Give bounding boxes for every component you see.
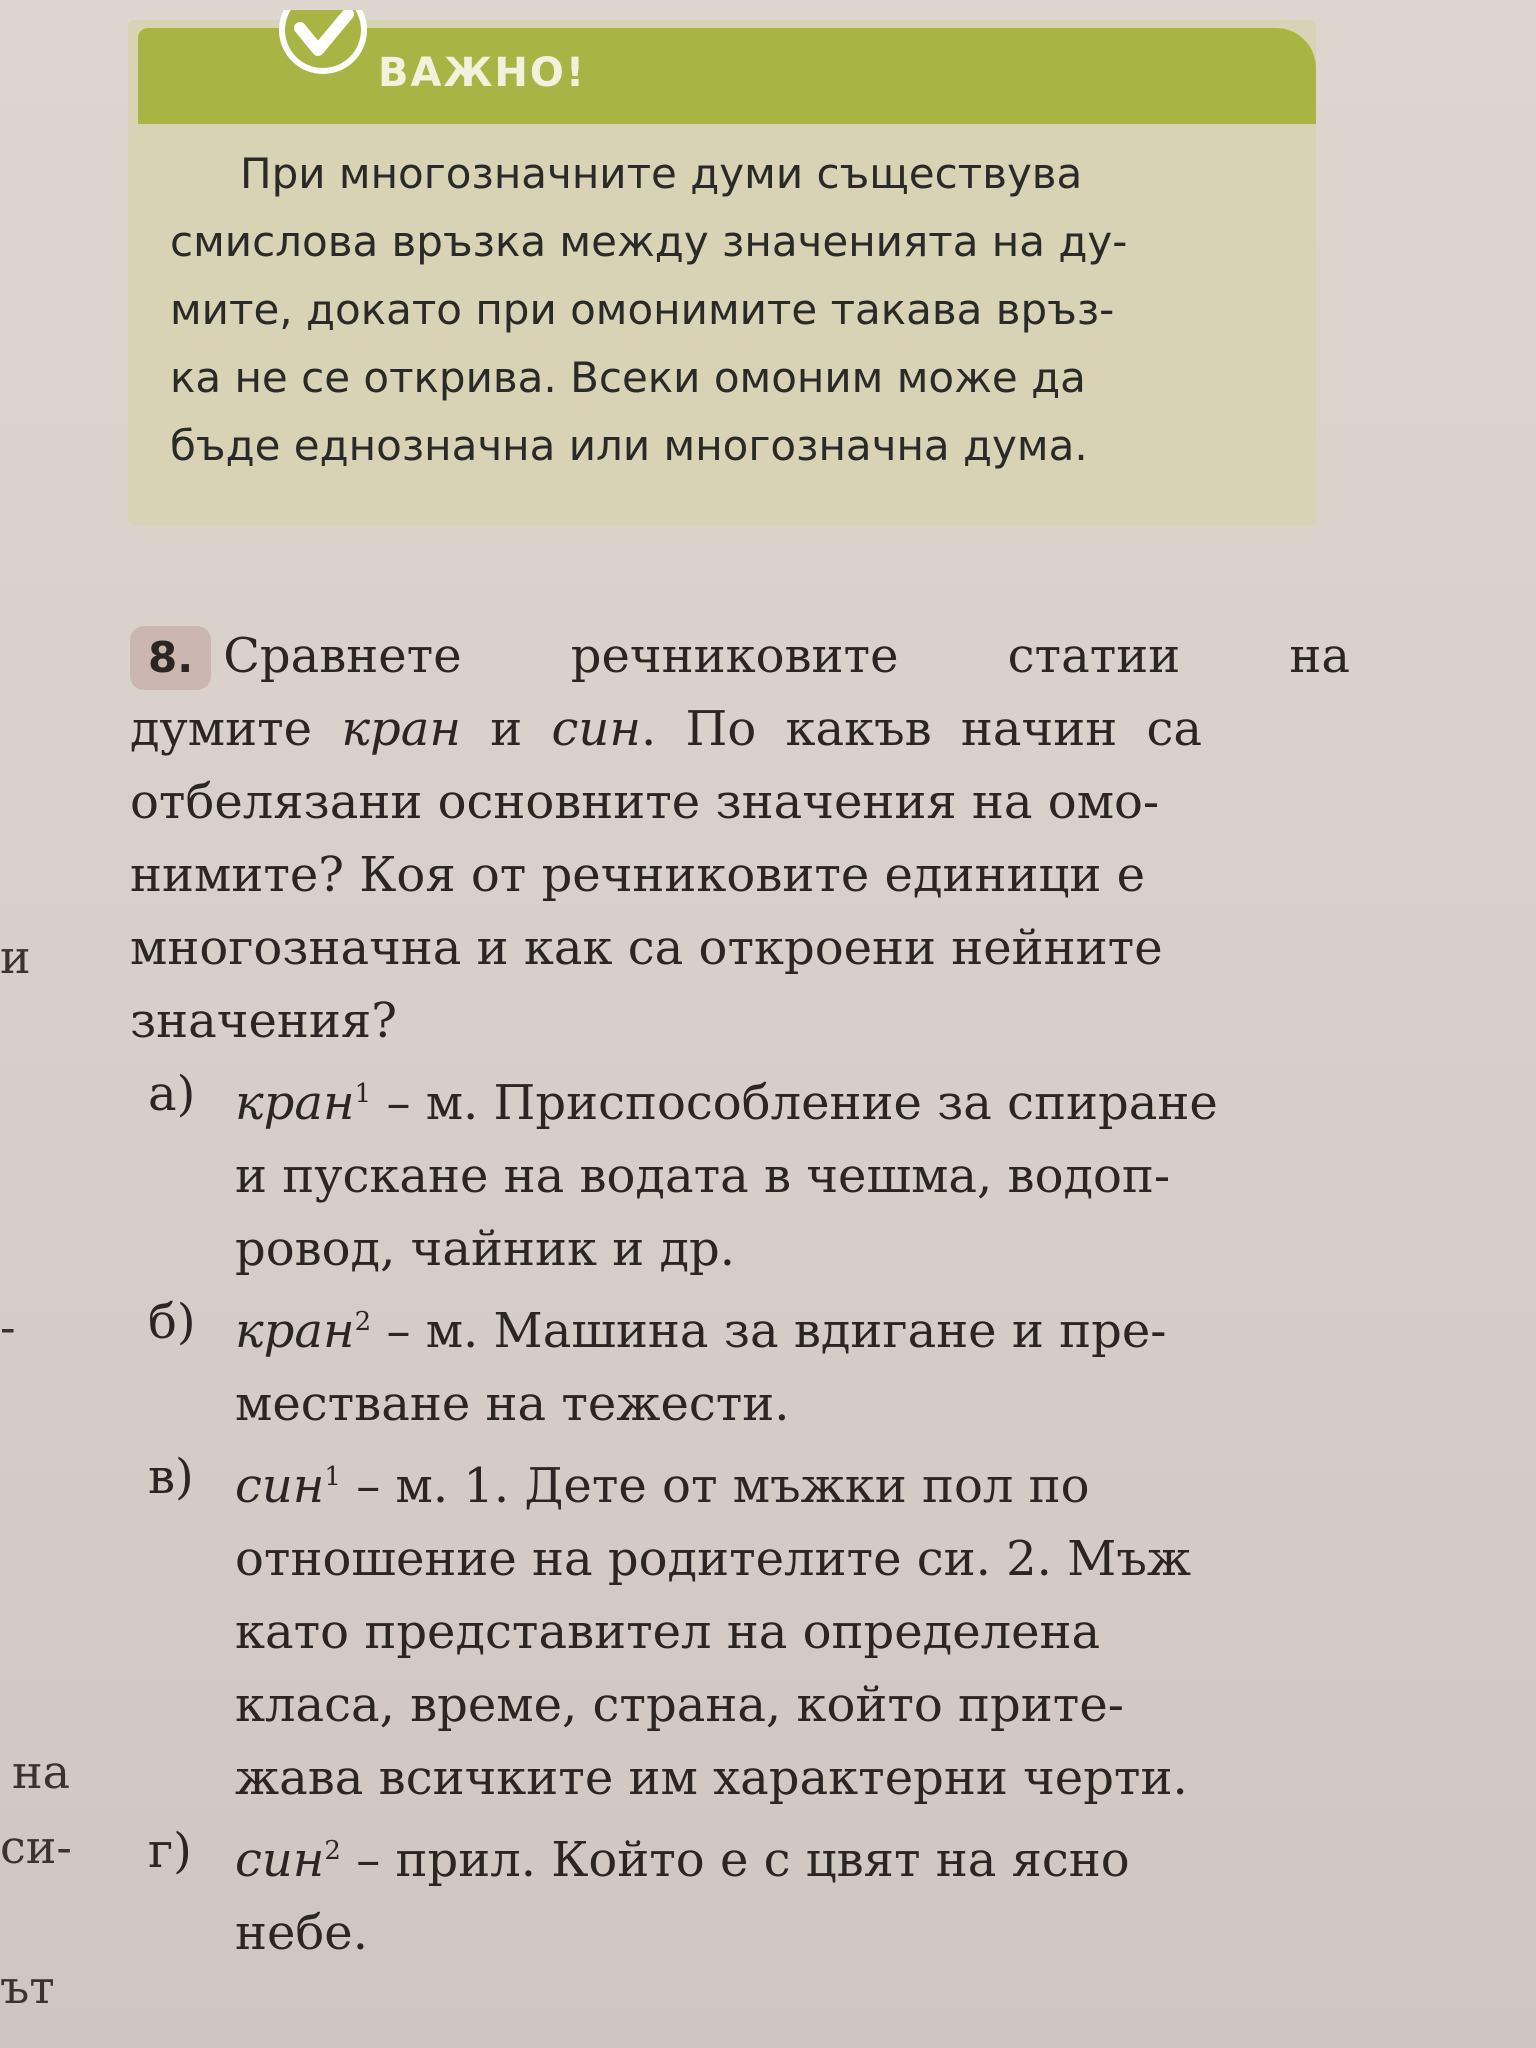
- margin-fragment: си-: [0, 1820, 72, 1874]
- item-marker: в): [148, 1449, 194, 1505]
- item-line: ровод, чайник и др.: [235, 1221, 735, 1277]
- entry-word: син: [235, 1458, 325, 1514]
- list-item: [130, 1286, 1350, 1441]
- exercise-number: 8.: [130, 626, 211, 690]
- margin-fragment: на: [12, 1745, 71, 1799]
- entry-sup: 1: [324, 1462, 341, 1492]
- entry-word: кран: [235, 1075, 355, 1131]
- important-box: [128, 20, 1316, 525]
- list-item: [130, 1058, 1350, 1286]
- important-line: смислова връзка между значенията на ду-: [170, 217, 1128, 266]
- item-marker: б): [148, 1294, 196, 1350]
- exercise-8: [130, 620, 1350, 1970]
- important-line: При многозначните думи съществува: [240, 149, 1083, 198]
- dictionary-entries: [130, 1058, 1350, 1970]
- exercise-line: отбелязани основните значения на омо-: [130, 774, 1160, 830]
- item-line: и пускане на водата в чешма, водоп-: [235, 1148, 1171, 1204]
- list-item: [130, 1815, 1350, 1970]
- exercise-text: и: [490, 701, 523, 757]
- entry-word: кран: [235, 1303, 355, 1359]
- term-kran: кран: [341, 701, 461, 757]
- margin-fragment: ът: [0, 1960, 55, 2014]
- entry-text: – м. Машина за вдигане и пре-: [386, 1303, 1167, 1359]
- margin-fragment: -: [0, 1300, 16, 1354]
- exercise-line: значения?: [130, 993, 397, 1049]
- important-line: бъде еднозначна или многозначна дума.: [170, 421, 1088, 470]
- item-line: местване на тежести.: [235, 1376, 790, 1432]
- check-icon: [278, 10, 368, 90]
- item-line: отношение на родителите си. 2. Мъж: [235, 1531, 1192, 1587]
- important-title: ВАЖНО!: [378, 50, 587, 96]
- entry-text: – м. Приспособление за спиране: [386, 1075, 1218, 1131]
- item-line: [235, 1286, 1350, 1368]
- entry-text: – прил. Който е с цвят на ясно: [356, 1832, 1130, 1888]
- exercise-line: нимите? Коя от речниковите единици е: [130, 847, 1146, 903]
- exercise-line: многозначна и как са откроени нейните: [130, 920, 1163, 976]
- entry-word: син: [235, 1832, 325, 1888]
- item-marker: а): [148, 1066, 196, 1122]
- exercise-line: [130, 620, 1350, 693]
- item-marker: г): [148, 1823, 192, 1879]
- margin-fragment: и: [0, 930, 31, 984]
- list-item: [130, 1441, 1350, 1815]
- item-line: класа, време, страна, който прите-: [235, 1677, 1124, 1733]
- item-line: небе.: [235, 1905, 368, 1961]
- exercise-text: Сравнете речниковите статии на: [223, 628, 1350, 684]
- important-line: мите, докато при омонимите такава връз-: [170, 285, 1115, 334]
- exercise-line: [130, 693, 1350, 766]
- important-line: ка не се открива. Всеки омоним може да: [170, 353, 1086, 402]
- item-line: [235, 1058, 1350, 1140]
- entry-sup: 1: [354, 1079, 372, 1109]
- important-text: [170, 140, 1300, 480]
- exercise-text: думите: [130, 701, 313, 757]
- item-line: като представител на определена: [235, 1604, 1101, 1660]
- entry-text: – м. 1. Дете от мъжки пол по: [356, 1458, 1090, 1514]
- entry-sup: 2: [354, 1307, 372, 1337]
- item-line: [235, 1441, 1350, 1523]
- entry-sup: 2: [324, 1836, 341, 1866]
- item-line: жава всичките им характерни черти.: [235, 1750, 1188, 1806]
- item-line: [235, 1815, 1350, 1897]
- term-sin: син: [551, 701, 641, 757]
- exercise-text: . По какъв начин са: [640, 701, 1202, 757]
